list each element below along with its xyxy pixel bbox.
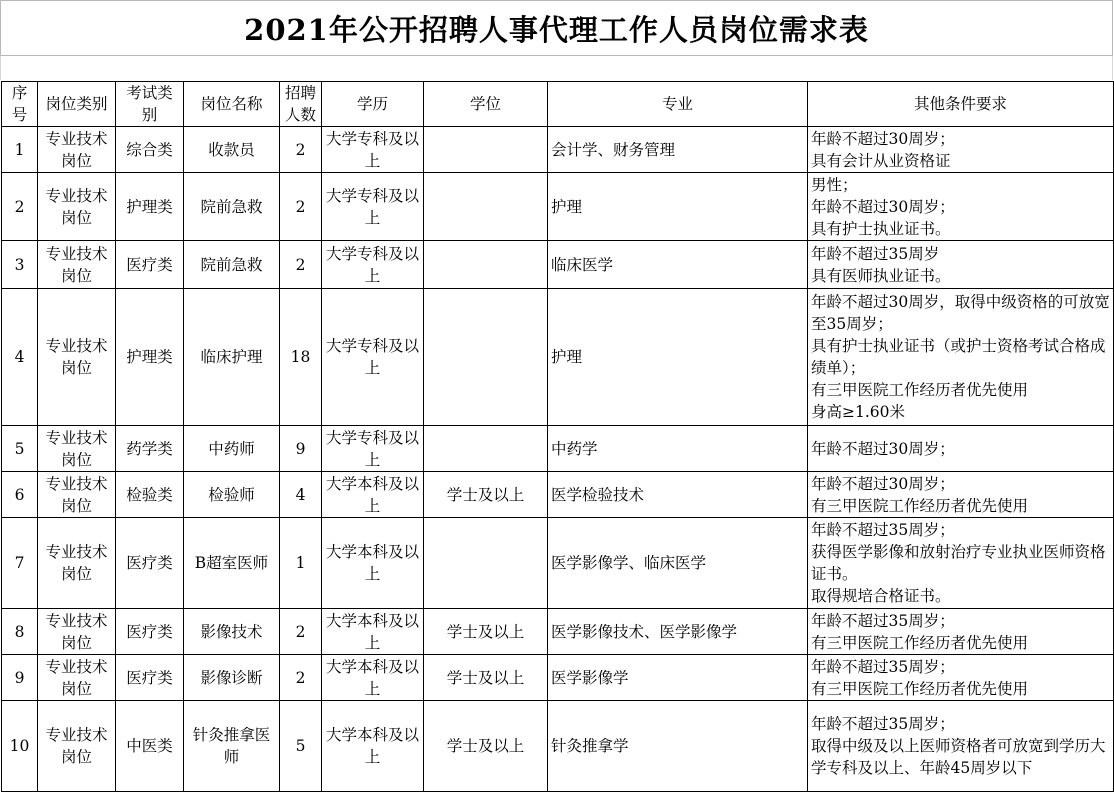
cell-major[interactable]: 针灸推拿学 [548, 701, 808, 792]
cell-no[interactable]: 1 [2, 127, 38, 173]
cell-major[interactable]: 中药学 [548, 426, 808, 472]
cell-count[interactable]: 9 [280, 426, 322, 472]
cell-category[interactable]: 专业技术岗位 [38, 127, 116, 173]
cell-degree[interactable] [424, 518, 548, 609]
table-body [2, 127, 1114, 792]
cell-count[interactable]: 2 [280, 609, 322, 655]
cell-category[interactable]: 专业技术岗位 [38, 609, 116, 655]
cell-no[interactable]: 8 [2, 609, 38, 655]
cell-major[interactable]: 医学检验技术 [548, 472, 808, 518]
table-row [2, 289, 1114, 426]
cell-education[interactable]: 大学专科及以上 [322, 241, 424, 289]
table-row [2, 655, 1114, 701]
cell-education[interactable]: 大学专科及以上 [322, 127, 424, 173]
cell-requirements[interactable]: 男性； 年龄不超过30周岁； 具有护士执业证书。 [808, 173, 1114, 241]
cell-post-name[interactable]: 收款员 [184, 127, 280, 173]
cell-count[interactable]: 4 [280, 472, 322, 518]
cell-degree[interactable] [424, 426, 548, 472]
cell-requirements[interactable]: 年龄不超过30周岁，取得中级资格的可放宽至35周岁； 具有护士执业证书（或护士资格考试合格成绩单）； 有三甲医院工作经历者优先使用 身高≥1.60米 [808, 289, 1114, 426]
cell-exam-type[interactable]: 综合类 [116, 127, 184, 173]
cell-post-name[interactable]: 中药师 [184, 426, 280, 472]
cell-degree[interactable]: 学士及以上 [424, 655, 548, 701]
cell-major[interactable]: 医学影像技术、医学影像学 [548, 609, 808, 655]
cell-no[interactable]: 4 [2, 289, 38, 426]
cell-requirements[interactable]: 年龄不超过30周岁； 具有会计从业资格证 [808, 127, 1114, 173]
cell-count[interactable]: 2 [280, 173, 322, 241]
cell-major[interactable]: 护理 [548, 173, 808, 241]
cell-no[interactable]: 7 [2, 518, 38, 609]
page-title: 2021年公开招聘人事代理工作人员岗位需求表 [244, 12, 869, 47]
header-post-name[interactable]: 岗位名称 [184, 82, 280, 127]
cell-major[interactable]: 医学影像学 [548, 655, 808, 701]
cell-post-name[interactable]: B超室医师 [184, 518, 280, 609]
cell-education[interactable]: 大学本科及以上 [322, 518, 424, 609]
table-row [2, 472, 1114, 518]
header-no[interactable]: 序号 [2, 82, 38, 127]
header-category[interactable]: 岗位类别 [38, 82, 116, 127]
cell-post-name[interactable]: 院前急救 [184, 173, 280, 241]
cell-category[interactable]: 专业技术岗位 [38, 241, 116, 289]
cell-degree[interactable]: 学士及以上 [424, 609, 548, 655]
cell-category[interactable]: 专业技术岗位 [38, 472, 116, 518]
cell-education[interactable]: 大学本科及以上 [322, 472, 424, 518]
cell-no[interactable]: 6 [2, 472, 38, 518]
cell-post-name[interactable]: 影像诊断 [184, 655, 280, 701]
table-row [2, 609, 1114, 655]
header-major[interactable]: 专业 [548, 82, 808, 127]
cell-exam-type[interactable]: 医疗类 [116, 609, 184, 655]
cell-post-name[interactable]: 检验师 [184, 472, 280, 518]
cell-exam-type[interactable]: 医疗类 [116, 655, 184, 701]
cell-category[interactable]: 专业技术岗位 [38, 289, 116, 426]
cell-exam-type[interactable]: 护理类 [116, 173, 184, 241]
cell-no[interactable]: 5 [2, 426, 38, 472]
cell-education[interactable]: 大学本科及以上 [322, 609, 424, 655]
cell-degree[interactable]: 学士及以上 [424, 472, 548, 518]
cell-category[interactable]: 专业技术岗位 [38, 426, 116, 472]
cell-count[interactable]: 18 [280, 289, 322, 426]
cell-requirements[interactable]: 年龄不超过35周岁； 有三甲医院工作经历者优先使用 [808, 609, 1114, 655]
cell-requirements[interactable]: 年龄不超过35周岁； 有三甲医院工作经历者优先使用 [808, 655, 1114, 701]
cell-education[interactable]: 大学本科及以上 [322, 701, 424, 792]
header-count[interactable]: 招聘人数 [280, 82, 322, 127]
cell-count[interactable]: 2 [280, 655, 322, 701]
cell-exam-type[interactable]: 中医类 [116, 701, 184, 792]
table-row [2, 241, 1114, 289]
table-row [2, 426, 1114, 472]
cell-degree[interactable] [424, 173, 548, 241]
cell-major[interactable]: 护理 [548, 289, 808, 426]
cell-requirements[interactable]: 年龄不超过30周岁； [808, 426, 1114, 472]
cell-count[interactable]: 5 [280, 701, 322, 792]
cell-category[interactable]: 专业技术岗位 [38, 655, 116, 701]
cell-requirements[interactable]: 年龄不超过30周岁； 有三甲医院工作经历者优先使用 [808, 472, 1114, 518]
cell-post-name[interactable]: 临床护理 [184, 289, 280, 426]
title-cell[interactable] [0, 0, 1113, 56]
cell-requirements[interactable]: 年龄不超过35周岁； 获得医学影像和放射治疗专业执业医师资格证书。 取得规培合格证书。 [808, 518, 1114, 609]
recruitment-table [1, 81, 1114, 792]
cell-post-name[interactable]: 针灸推拿医师 [184, 701, 280, 792]
blank-row[interactable] [0, 56, 1113, 80]
cell-education[interactable]: 大学专科及以上 [322, 289, 424, 426]
cell-requirements[interactable]: 年龄不超过35周岁 具有医师执业证书。 [808, 241, 1114, 289]
cell-no[interactable]: 2 [2, 173, 38, 241]
cell-requirements[interactable]: 年龄不超过35周岁； 取得中级及以上医师资格者可放宽到学历大学专科及以上、年龄45周岁以下 [808, 701, 1114, 792]
cell-degree[interactable] [424, 289, 548, 426]
cell-count[interactable]: 1 [280, 518, 322, 609]
cell-education[interactable]: 大学专科及以上 [322, 173, 424, 241]
cell-category[interactable]: 专业技术岗位 [38, 518, 116, 609]
cell-education[interactable]: 大学本科及以上 [322, 655, 424, 701]
cell-major[interactable]: 会计学、财务管理 [548, 127, 808, 173]
cell-exam-type[interactable]: 医疗类 [116, 241, 184, 289]
cell-count[interactable]: 2 [280, 241, 322, 289]
cell-exam-type[interactable]: 护理类 [116, 289, 184, 426]
cell-exam-type[interactable]: 检验类 [116, 472, 184, 518]
header-education[interactable]: 学历 [322, 82, 424, 127]
cell-exam-type[interactable]: 药学类 [116, 426, 184, 472]
header-exam-type[interactable]: 考试类别 [116, 82, 184, 127]
cell-degree[interactable]: 学士及以上 [424, 701, 548, 792]
header-row [2, 82, 1114, 127]
cell-exam-type[interactable]: 医疗类 [116, 518, 184, 609]
cell-degree[interactable] [424, 127, 548, 173]
table-row [2, 127, 1114, 173]
table-row [2, 701, 1114, 792]
cell-category[interactable]: 专业技术岗位 [38, 701, 116, 792]
cell-no[interactable]: 3 [2, 241, 38, 289]
cell-education[interactable]: 大学专科及以上 [322, 426, 424, 472]
cell-major[interactable]: 临床医学 [548, 241, 808, 289]
cell-no[interactable]: 10 [2, 701, 38, 792]
header-degree[interactable]: 学位 [424, 82, 548, 127]
table-row [2, 173, 1114, 241]
cell-post-name[interactable]: 影像技术 [184, 609, 280, 655]
cell-category[interactable]: 专业技术岗位 [38, 173, 116, 241]
cell-count[interactable]: 2 [280, 127, 322, 173]
cell-post-name[interactable]: 院前急救 [184, 241, 280, 289]
cell-degree[interactable] [424, 241, 548, 289]
cell-major[interactable]: 医学影像学、临床医学 [548, 518, 808, 609]
cell-no[interactable]: 9 [2, 655, 38, 701]
header-requirements[interactable]: 其他条件要求 [808, 82, 1114, 127]
table-row [2, 518, 1114, 609]
